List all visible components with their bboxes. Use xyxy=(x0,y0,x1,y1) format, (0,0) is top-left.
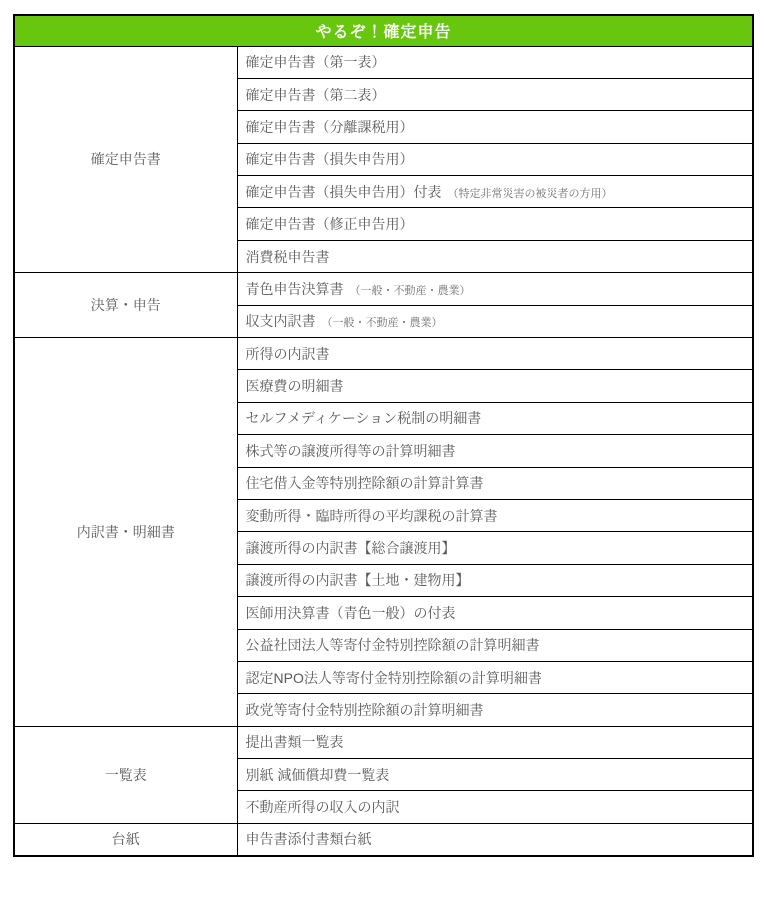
app-title: やるぞ！確定申告 xyxy=(14,15,753,46)
document-item-label: 青色申告決算書 xyxy=(245,280,344,297)
document-item-label: 政党等寄付金特別控除額の計算明細書 xyxy=(245,702,484,718)
document-item-label: 確定申告書（損失申告用）付表 xyxy=(245,183,442,200)
document-table xyxy=(13,14,754,857)
category-cell-0: 確定申告書 xyxy=(14,46,237,273)
document-item[interactable] xyxy=(237,78,753,110)
title-row xyxy=(14,15,753,46)
document-item[interactable] xyxy=(237,499,753,531)
document-item[interactable] xyxy=(237,46,753,78)
table-row xyxy=(14,46,753,78)
document-item[interactable] xyxy=(237,240,753,272)
category-cell-2: 内訳書・明細書 xyxy=(14,338,237,727)
document-item-note: （特定非常災害の被災者の方用） xyxy=(447,187,613,200)
document-item[interactable] xyxy=(237,143,753,175)
document-item-label: 譲渡所得の内訳書【土地・建物用】 xyxy=(245,572,470,589)
document-item-label: 譲渡所得の内訳書【総合譲渡用】 xyxy=(245,540,456,557)
document-item-note: （一般・不動産・農業） xyxy=(349,284,471,297)
document-item-label: 確定申告書（第一表） xyxy=(245,54,386,71)
document-item[interactable] xyxy=(237,467,753,499)
document-item[interactable] xyxy=(237,208,753,240)
document-item[interactable] xyxy=(237,532,753,564)
category-cell-4: 台紙 xyxy=(14,823,237,855)
table-row xyxy=(14,823,753,855)
document-item-label: 不動産所得の収入の内訳 xyxy=(245,799,400,816)
document-item-label: 消費税申告書 xyxy=(245,248,330,265)
document-item[interactable] xyxy=(237,305,753,337)
document-item[interactable] xyxy=(237,402,753,434)
document-item-label: 認定NPO法人等寄付金特別控除額の計算明細書 xyxy=(245,669,542,686)
document-item[interactable] xyxy=(237,694,753,726)
document-item-label: 確定申告書（損失申告用） xyxy=(245,151,414,168)
document-item[interactable] xyxy=(237,597,753,629)
document-item-label: 確定申告書（第二表） xyxy=(245,86,386,103)
document-item-label: 別紙 減価償却費一覧表 xyxy=(245,766,390,783)
category-cell-3: 一覧表 xyxy=(14,726,237,823)
document-item[interactable] xyxy=(237,370,753,402)
document-item-label: セルフメディケーション税制の明細書 xyxy=(245,410,482,427)
table-row xyxy=(14,338,753,370)
document-item-label: 提出書類一覧表 xyxy=(245,734,344,751)
document-item-label: 医療費の明細書 xyxy=(245,378,344,395)
document-item-label: 所得の内訳書 xyxy=(245,345,330,362)
document-item[interactable] xyxy=(237,629,753,661)
document-item[interactable] xyxy=(237,176,753,208)
document-item[interactable] xyxy=(237,564,753,596)
document-item-label: 住宅借入金等特別控除額の計算計算書 xyxy=(245,475,484,492)
category-cell-1: 決算・申告 xyxy=(14,273,237,338)
document-item[interactable] xyxy=(237,823,753,855)
document-item-label: 医師用決算書（青色一般）の付表 xyxy=(245,604,456,621)
document-item[interactable] xyxy=(237,661,753,693)
document-item-label: 公益社団法人等寄付金特別控除額の計算明細書 xyxy=(245,637,540,654)
document-item[interactable] xyxy=(237,726,753,758)
document-item-label: 収支内訳書 xyxy=(245,313,316,330)
document-item-label: 株式等の譲渡所得等の計算明細書 xyxy=(245,442,456,459)
document-item[interactable] xyxy=(237,338,753,370)
document-item-label: 確定申告書（分離課税用） xyxy=(245,118,414,135)
document-item-note: （一般・不動産・農業） xyxy=(321,317,443,330)
document-item[interactable] xyxy=(237,791,753,823)
document-item[interactable] xyxy=(237,759,753,791)
table-row xyxy=(14,273,753,305)
document-item[interactable] xyxy=(237,111,753,143)
document-table-body xyxy=(14,46,753,856)
table-row xyxy=(14,726,753,758)
document-item-label: 変動所得・臨時所得の平均課税の計算書 xyxy=(245,507,498,524)
document-item[interactable] xyxy=(237,435,753,467)
document-item[interactable] xyxy=(237,273,753,305)
document-item-label: 申告書添付書類台紙 xyxy=(245,831,372,848)
document-item-label: 確定申告書（修正申告用） xyxy=(245,216,414,233)
